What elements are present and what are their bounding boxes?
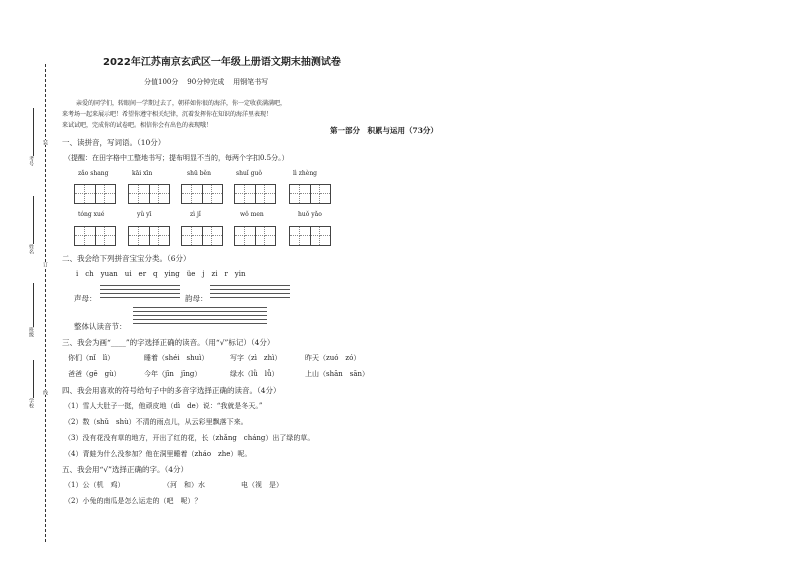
q4-sentence-2: （2）数（shǔ shù）不清的雨点儿，从云彩里飘落下来。: [64, 418, 248, 426]
q5-heading: 五、我会用“√”选择正确的字。（4分）: [62, 465, 188, 474]
intro-line-1: 亲爱的同学们，转眼间一学期过去了，朝祥如你很的海洋，你一定收获满满吧，: [76, 100, 287, 107]
score-info: 分值100分: [144, 78, 179, 86]
pinyin-tongxue: tóng xué: [78, 211, 105, 218]
label-whole-syllables: 整体认读音节：: [74, 322, 127, 331]
margin-blank-name: [33, 196, 34, 244]
answer-lines-whole-syllables[interactable]: [133, 307, 267, 324]
pinyin-kaixin: kāi xīn: [132, 170, 153, 177]
q4-sentence-4: （4）青蛙为什么没参加？他在洞里睡着（zháo zhe）呢。: [64, 450, 252, 458]
q3-item-shangshan: 上山（shān sān）: [305, 370, 370, 378]
intro-line-3: 来试试吧，完成你的试卷吧。相信你会有出色的表现哦！: [62, 122, 213, 129]
binding-dashed-line: [45, 64, 46, 542]
q3-item-zuotian: 昨天（zuó zó）: [305, 354, 361, 362]
exam-meta: [144, 77, 268, 87]
part-one-heading: 第一部分 积累与运用（73分）: [330, 126, 438, 135]
pinyin-women: wǒ men: [240, 211, 264, 218]
q4-heading: 四、我会用喜欢的符号给句子中的多音字选择正确的读音。（4分）: [62, 386, 281, 395]
q3-item-jinnian: 今年（jīn jīng）: [144, 370, 202, 378]
margin-blank-class: [33, 283, 34, 327]
margin-label-exam-no: 考号: [28, 156, 34, 166]
margin-label-school: 学校: [28, 398, 34, 408]
answer-box-shuben[interactable]: [181, 184, 223, 204]
q5-sentence-2: （2）小兔的南瓜是怎么运走的（吧 呢）？: [64, 497, 202, 505]
q1-tip: （提醒：在田字格中工整地书写；提布明显不当的，每两个字扣0.5分。）: [64, 154, 289, 162]
answer-lines-initials[interactable]: [100, 285, 180, 298]
margin-label-name: 姓名: [28, 244, 34, 254]
pinyin-zaoshang: zǎo shang: [78, 170, 109, 177]
answer-box-huoyao[interactable]: [289, 226, 331, 246]
answer-box-lizheng[interactable]: [289, 184, 331, 204]
q4-sentence-1: （1）雪人大肚子一挺，他顽皮地（dì de）说：“我就是冬天。”: [64, 402, 263, 410]
q5-item-gongji: （1）公（机 鸡）: [64, 481, 125, 489]
margin-blank-school: [33, 360, 34, 398]
answer-box-tongxue[interactable]: [74, 226, 116, 246]
q3-heading: 三、我会为画“____”的字选择正确的读音。（用“√”标记）（4分）: [62, 338, 275, 347]
seal-char-zhuang: 装: [42, 140, 48, 145]
intro-line-2: 来考场一起来展示吧！希望你遵守相关纪律，沉着发挥你在知识的海洋里表现！: [62, 111, 273, 118]
pinyin-ziji: zì jǐ: [190, 211, 201, 218]
answer-box-zaoshang[interactable]: [74, 184, 116, 204]
q2-pinyin-items: i ch yuan ui er q ying üe j zi r yin: [76, 270, 246, 278]
label-finals: 韵母：: [185, 294, 208, 303]
q3-item-shuizhao: 睡着（shéi shuì）: [144, 354, 209, 362]
margin-blank-exam-no: [33, 108, 34, 156]
seal-char-ding: 订: [42, 262, 48, 267]
q4-sentence-3: （3）没有花没有草的地方，开出了红的花，长（zhǎng cháng）出了绿的草。: [64, 434, 315, 442]
q3-item-xiezi: 写字（zì zhì）: [230, 354, 282, 362]
pinyin-lizheng: lì zhèng: [293, 170, 318, 177]
answer-box-yuyi[interactable]: [128, 226, 170, 246]
answer-lines-finals[interactable]: [210, 285, 290, 298]
q3-item-baba: 爸爸（gē gù）: [68, 370, 121, 378]
pinyin-yuyi: yǔ yī: [137, 211, 152, 218]
page-title: 2022年江苏南京玄武区一年级上册语文期末抽测试卷: [103, 57, 341, 68]
q5-item-heshui: （河 和）水: [163, 481, 205, 489]
answer-box-women[interactable]: [234, 226, 276, 246]
q1-heading: 一、读拼音，写词语。（10分）: [62, 138, 166, 147]
time-info: 90分钟完成: [187, 78, 225, 86]
answer-box-kaixin[interactable]: [128, 184, 170, 204]
q5-item-dianshi: 电（视 是）: [241, 481, 283, 489]
seal-char-xian: 线: [42, 390, 48, 395]
margin-label-class: 班级: [28, 327, 34, 337]
pinyin-shuiguo: shuǐ guǒ: [236, 170, 262, 177]
answer-box-shuiguo[interactable]: [234, 184, 276, 204]
pinyin-huoyao: huǒ yǎo: [298, 211, 322, 218]
q2-heading: 二、我会给下列拼音宝宝分类。（6分）: [62, 254, 191, 263]
label-initials: 声母：: [74, 294, 97, 303]
q3-item-nimen: 你们（nǐ lì）: [68, 354, 115, 362]
pen-info: 用钢笔书写: [233, 78, 269, 86]
q3-item-lvshui: 绿水（lǜ lǚ）: [230, 370, 279, 378]
pinyin-shuben: shū běn: [187, 170, 211, 177]
answer-box-ziji[interactable]: [181, 226, 223, 246]
